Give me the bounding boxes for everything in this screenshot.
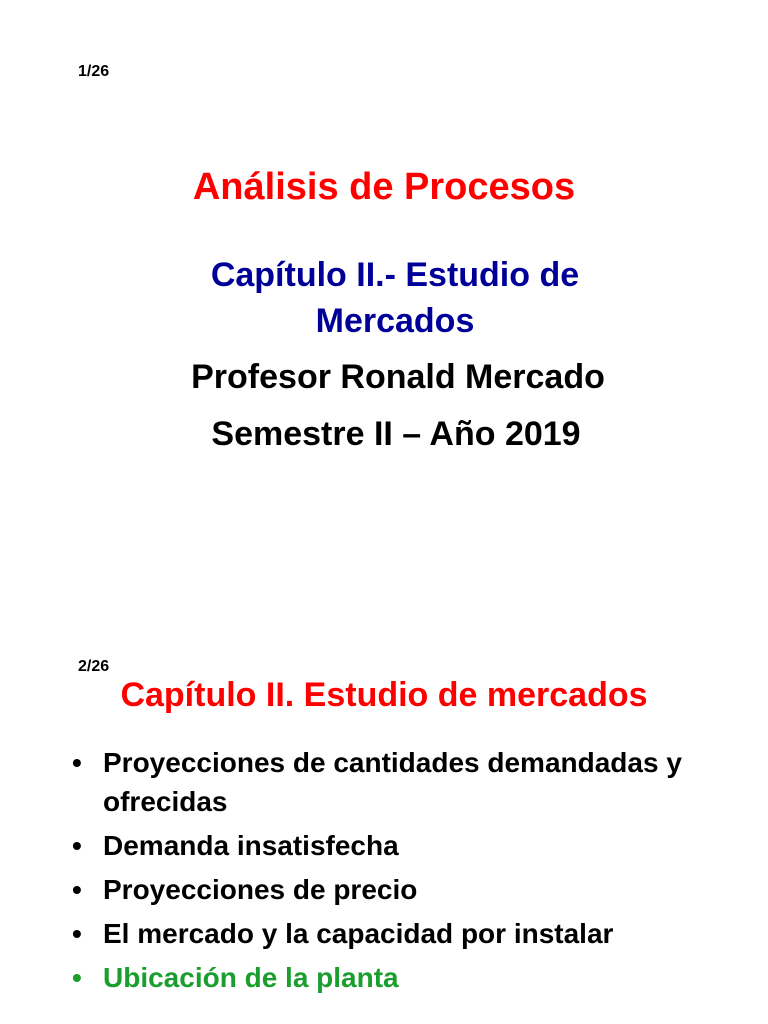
bullet-item (72, 743, 762, 821)
semester-label: Semestre II – Año 2019 (211, 415, 581, 453)
bullet-icon: • (72, 747, 82, 778)
bullet-icon: • (72, 830, 82, 861)
bullet-text: Ubicación de la planta (103, 962, 399, 993)
page-number: 1/26 (78, 63, 110, 80)
slide-2 (0, 640, 768, 1024)
bullet-text: Demanda insatisfecha (103, 830, 399, 861)
page-number: 2/26 (78, 658, 110, 675)
slide-title: Análisis de Procesos (192, 166, 576, 208)
bullet-text: Proyecciones de cantidades demandadas y ofrecidas (103, 747, 682, 817)
bullet-icon: • (72, 874, 82, 905)
bullet-icon: • (72, 962, 82, 993)
bullet-item (72, 870, 762, 909)
slide-title: Capítulo II. Estudio de mercados (120, 676, 648, 714)
bullet-text: Proyecciones de precio (103, 874, 418, 905)
bullet-text: El mercado y la capacidad por instalar (103, 918, 614, 949)
bullet-list (72, 743, 762, 1002)
bullet-item (72, 826, 762, 865)
bullet-item (72, 914, 762, 953)
slide-subtitle: Capítulo II.- Estudio de Mercados (210, 256, 580, 340)
professor-name: Profesor Ronald Mercado (191, 358, 605, 396)
bullet-item-highlighted (72, 958, 762, 997)
bullet-icon: • (72, 918, 82, 949)
